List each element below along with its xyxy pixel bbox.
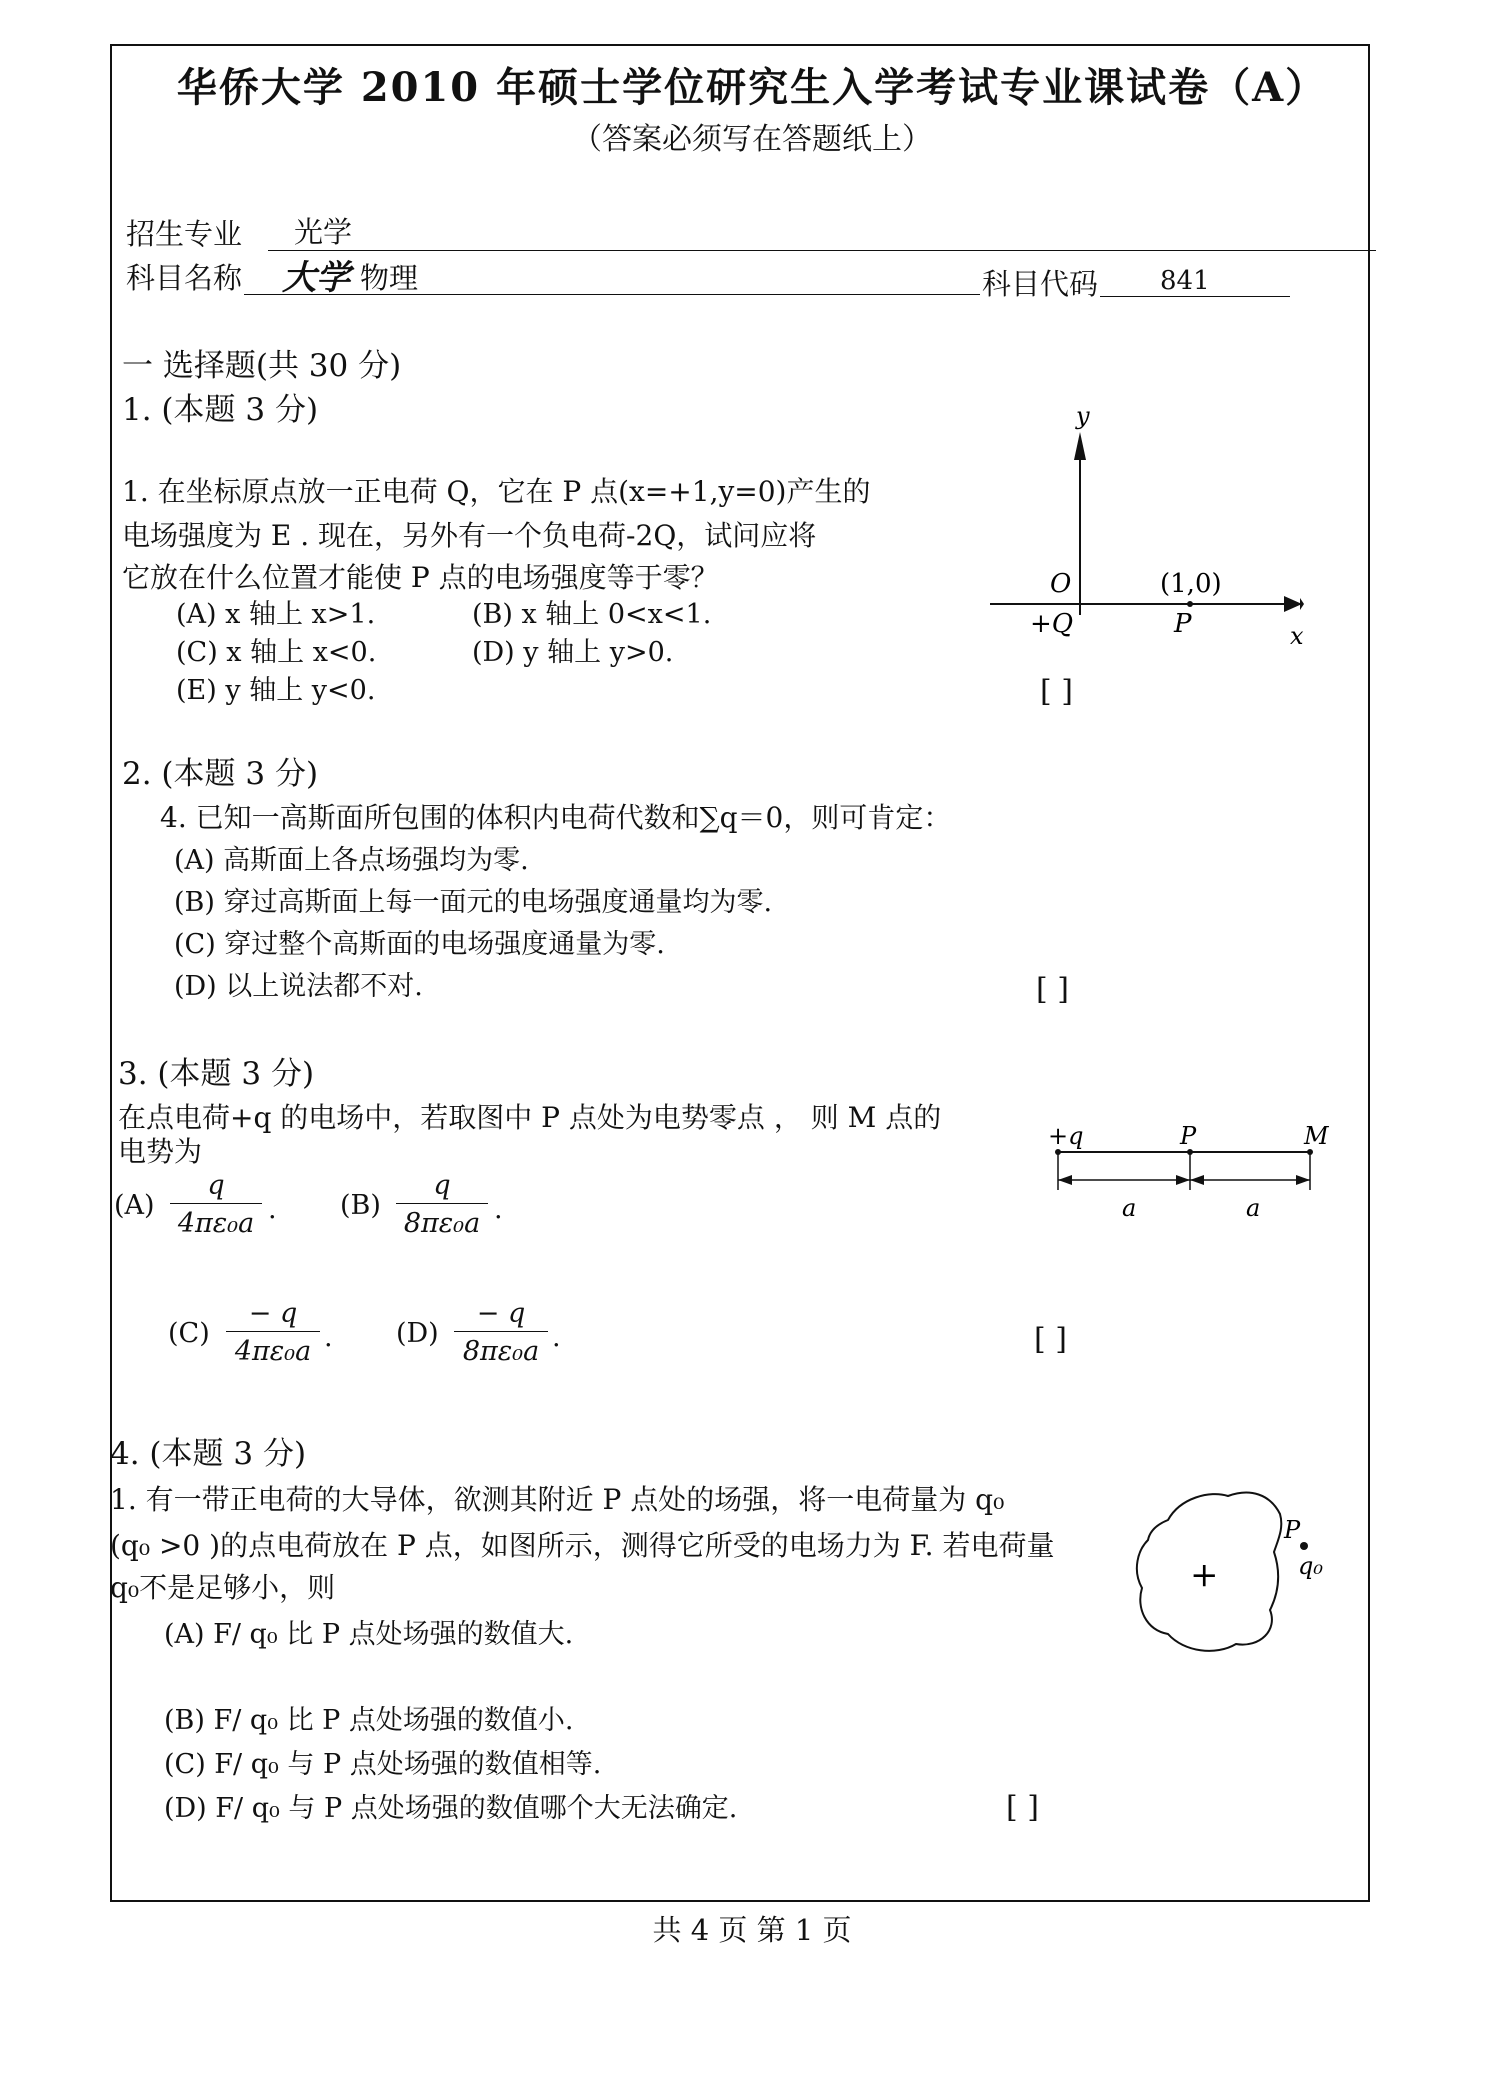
code-label: 科目代码 xyxy=(982,267,1099,301)
q3-option-c-denominator: 4πε₀a xyxy=(234,1336,312,1367)
subject-handwritten: 大学 xyxy=(282,258,350,298)
q1-option-d: (D) y 轴上 y>0. xyxy=(472,637,674,668)
q4-conductor-figure xyxy=(1120,1480,1360,1670)
section-heading: 一 选择题(共 30 分) xyxy=(122,348,402,384)
q1-option-a: (A) x 轴上 x>1. xyxy=(176,599,376,630)
q4-heading: 4. (本题 3 分) xyxy=(110,1436,307,1472)
exam-subtitle: （答案必须写在答题纸上） xyxy=(572,122,932,157)
q3-option-a-tail: . xyxy=(268,1194,277,1225)
q3-option-b-label: (B) xyxy=(340,1190,381,1221)
q3-line-figure xyxy=(1040,1118,1340,1228)
q3-heading: 3. (本题 3 分) xyxy=(118,1056,315,1092)
q3-option-a-fraction xyxy=(170,1170,262,1239)
q1-heading: 1. (本题 3 分) xyxy=(122,392,319,428)
q4-q0-label: q₀ xyxy=(1298,1552,1323,1580)
q1-p-label: P xyxy=(1174,609,1192,639)
q3-option-b-denominator: 8πε₀a xyxy=(403,1208,481,1239)
code-value: 841 xyxy=(1160,266,1210,296)
q1-x-arrowhead xyxy=(1284,596,1302,612)
q2-answer-bracket: [ ] xyxy=(1036,972,1069,1007)
q3-option-b-fraction xyxy=(396,1170,488,1239)
q4-point-p xyxy=(1300,1542,1308,1550)
q3-option-d-fraction xyxy=(454,1298,548,1367)
q3-option-c-numerator: − q xyxy=(226,1298,320,1332)
q3-option-c-fraction xyxy=(226,1298,320,1367)
page-footer: 共 4 页 第 1 页 xyxy=(652,1913,852,1947)
q1-axes-figure xyxy=(980,400,1320,660)
q3-dim-arrow-1a xyxy=(1058,1175,1072,1185)
q1-origin-label: O xyxy=(1050,569,1072,599)
q2-heading: 2. (本题 3 分) xyxy=(122,756,319,792)
q1-line2: 电场强度为 E . 现在，另外有一个负电荷-2Q，试问应将 xyxy=(122,519,817,552)
q4-option-b: (B) F/ q₀ 比 P 点处场强的数值小. xyxy=(164,1705,574,1736)
major-value: 光学 xyxy=(294,215,353,249)
q3-dim-arrow-1b xyxy=(1176,1175,1190,1185)
q3-option-d-tail: . xyxy=(552,1322,561,1353)
q3-option-d-denominator: 8πε₀a xyxy=(462,1336,540,1367)
major-underline xyxy=(268,250,1376,251)
q3-seg2-label: a xyxy=(1246,1194,1261,1222)
q4-line1: 1. 有一带正电荷的大导体，欲测其附近 P 点处的场强，将一电荷量为 q₀ xyxy=(110,1483,1005,1516)
q1-option-c: (C) x 轴上 x<0. xyxy=(176,637,377,668)
subject-value: 物理 xyxy=(360,261,419,295)
q2-option-b: (B) 穿过高斯面上每一面元的电场强度通量均为零. xyxy=(174,887,773,918)
q2-stem: 4. 已知一高斯面所包围的体积内电荷代数和∑q＝0，则可肯定： xyxy=(160,801,952,834)
q1-option-b: (B) x 轴上 0<x<1. xyxy=(472,599,712,630)
q3-line2: 电势为 xyxy=(118,1135,203,1168)
q3-option-c-label: (C) xyxy=(168,1318,210,1349)
subject-label: 科目名称 xyxy=(126,261,243,295)
q1-line3: 它放在什么位置才能使 P 点的电场强度等于零？ xyxy=(122,561,719,594)
q3-option-b-tail: . xyxy=(494,1194,503,1225)
major-label: 招生专业 xyxy=(126,217,243,251)
q1-coord-label: (1,0) xyxy=(1160,569,1222,599)
code-underline xyxy=(1100,296,1290,297)
q3-option-d-label: (D) xyxy=(396,1318,439,1349)
q4-option-a: (A) F/ q₀ 比 P 点处场强的数值大. xyxy=(164,1619,574,1650)
q1-point-p xyxy=(1187,601,1193,607)
q4-option-c: (C) F/ q₀ 与 P 点处场强的数值相等. xyxy=(164,1749,602,1780)
subject-underline xyxy=(244,294,980,295)
q3-charge-label: +q xyxy=(1048,1122,1084,1150)
q3-option-a-denominator: 4πε₀a xyxy=(177,1208,255,1239)
q2-option-d: (D) 以上说法都不对. xyxy=(174,971,423,1002)
q1-line1: 1. 在坐标原点放一正电荷 Q，它在 P 点(x=+1,y=0)产生的 xyxy=(122,475,871,508)
q4-line2: (q₀ >0 )的点电荷放在 P 点，如图所示，测得它所受的电场力为 F. 若电荷量 xyxy=(110,1529,1055,1562)
q3-line1: 在点电荷+q 的电场中，若取图中 P 点处为电势零点 ， 则 M 点的 xyxy=(118,1101,942,1134)
q1-answer-bracket: [ ] xyxy=(1040,674,1073,709)
q4-plus-sign: + xyxy=(1190,1555,1219,1595)
q3-option-b-numerator: q xyxy=(396,1170,488,1204)
q3-option-a-label: (A) xyxy=(114,1190,155,1221)
q3-dim-arrow-2b xyxy=(1296,1175,1310,1185)
q3-option-d-numerator: − q xyxy=(454,1298,548,1332)
q1-y-label: y xyxy=(1076,402,1090,430)
q3-answer-bracket: [ ] xyxy=(1034,1322,1067,1357)
q3-option-a-numerator: q xyxy=(170,1170,262,1204)
q4-answer-bracket: [ ] xyxy=(1006,1790,1039,1825)
exam-title: 华侨大学 2010 年硕士学位研究生入学考试专业课试卷（A） xyxy=(176,64,1328,111)
q2-option-c: (C) 穿过整个高斯面的电场强度通量为零. xyxy=(174,929,665,960)
q1-option-e: (E) y 轴上 y<0. xyxy=(176,675,376,706)
q1-charge-label: +Q xyxy=(1030,609,1074,639)
q4-line3: q₀不是足够小，则 xyxy=(110,1571,336,1604)
q1-x-label: x xyxy=(1290,622,1304,650)
q4-option-d: (D) F/ q₀ 与 P 点处场强的数值哪个大无法确定. xyxy=(164,1793,738,1824)
q2-option-a: (A) 高斯面上各点场强均为零. xyxy=(174,845,529,876)
q3-seg1-label: a xyxy=(1122,1194,1137,1222)
q3-p-label: P xyxy=(1180,1122,1197,1150)
q3-m-label: M xyxy=(1304,1122,1329,1150)
q3-option-c-tail: . xyxy=(324,1322,333,1353)
q1-y-arrowhead xyxy=(1074,432,1086,460)
q3-dim-arrow-2a xyxy=(1190,1175,1204,1185)
q4-p-label: P xyxy=(1284,1516,1301,1544)
